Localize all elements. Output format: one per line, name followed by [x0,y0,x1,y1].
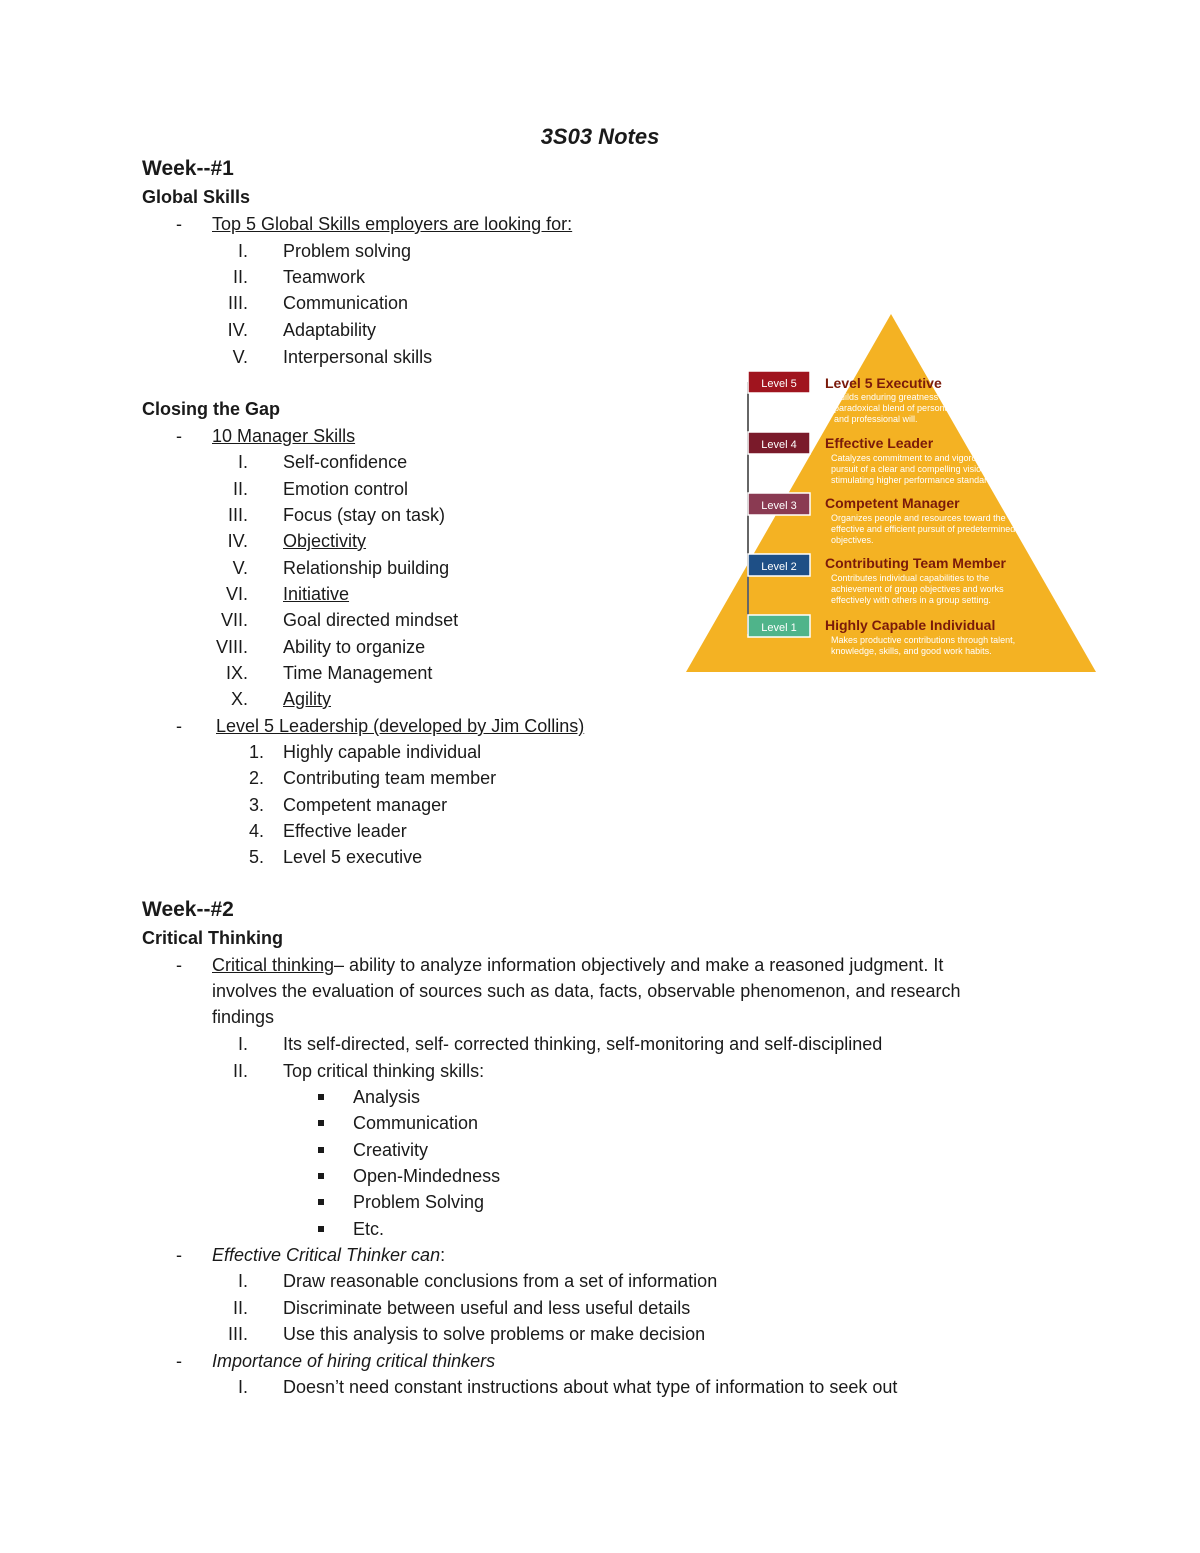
critical-thinking-heading: Critical Thinking [142,928,284,948]
list-number: II. [232,479,248,499]
list-number: VI. [225,584,248,604]
level-title: Contributing Team Member [825,555,1006,571]
list-number: 2. [248,768,264,788]
effective-thinker-intro [212,1244,445,1266]
list-item: Agility [283,689,332,709]
list-number: VII. [220,610,248,630]
list-number: IV. [227,320,248,340]
level-desc: effective and efficient pursuit of predetermined [831,524,1016,534]
level-badge-label: Level 5 [761,378,797,390]
level-desc: and professional will. [834,414,918,424]
list-number: II. [232,1061,248,1081]
week1-heading: Week--#1 [142,157,234,180]
closing-gap-heading: Closing the Gap [142,399,281,419]
list-number: III. [227,505,248,525]
list-item: Relationship building [283,558,450,578]
list-item: Ability to organize [283,637,426,657]
list-number: III. [227,293,248,313]
list-dash: - [176,1245,182,1265]
level-badge-label: Level 4 [761,439,797,451]
level-desc: Contributes individual capabilities to the [831,573,990,583]
list-item: Open-Mindedness [353,1166,501,1186]
list-item: Discriminate between useful and less useful details [283,1298,691,1318]
level-desc: pursuit of a clear and compelling vision, [831,464,989,474]
leadership-intro: Level 5 Leadership (developed by Jim Collins) [216,716,585,736]
list-item: Use this analysis to solve problems or make decision [283,1324,706,1344]
list-number: IX. [225,663,248,683]
level-badge-label: Level 3 [761,500,797,512]
effective-thinker-intro-text: Effective Critical Thinker can [212,1245,441,1265]
list-number: 4. [248,821,264,841]
level-badge-label: Level 1 [761,622,797,634]
bullet-square [318,1147,324,1153]
importance-intro: Importance of hiring critical thinkers [212,1351,496,1371]
list-item: Highly capable individual [283,742,482,762]
level-desc: paradoxical blend of personal humility [834,403,985,413]
global-skills-intro: Top 5 Global Skills employers are looking for: [212,214,573,234]
pyramid-level-5 [748,371,985,424]
bullet-square [318,1199,324,1205]
list-item: Level 5 executive [283,847,423,867]
level-desc: Organizes people and resources toward the [831,513,1006,523]
list-number: I. [237,241,248,261]
list-item: Draw reasonable conclusions from a set of information [283,1271,718,1291]
list-number: V. [232,558,248,578]
list-item: Adaptability [283,320,377,340]
list-item: Effective leader [283,821,407,841]
list-item: Problem Solving [353,1192,485,1212]
list-item: Time Management [283,663,433,683]
level-desc: objectives. [831,535,874,545]
list-item: Etc. [353,1219,385,1239]
list-item: Its self-directed, self- corrected thinking, self-monitoring and self-disciplined [283,1034,883,1054]
week2-heading: Week--#2 [142,898,234,921]
list-number: IV. [227,531,248,551]
list-item: Communication [353,1113,479,1133]
list-item: Contributing team member [283,768,497,788]
level-desc: stimulating higher performance standards. [831,475,1000,485]
list-number: II. [232,1298,248,1318]
list-number: 5. [248,847,264,867]
list-dash: - [176,955,182,975]
level-desc: Builds enduring greatness through a [834,392,979,402]
list-number: V. [232,347,248,367]
level-desc: Catalyzes commitment to and vigorous [831,453,987,463]
level-badge-label: Level 2 [761,561,797,573]
level-title: Effective Leader [825,435,934,451]
level-desc: knowledge, skills, and good work habits. [831,646,992,656]
level-desc: achievement of group objectives and works [831,584,1004,594]
global-skills-heading: Global Skills [142,187,251,207]
level5-pyramid-figure [684,312,1098,674]
list-number: II. [232,267,248,287]
list-number: X. [230,689,248,709]
effective-thinker-colon: : [440,1245,446,1265]
list-item: Analysis [353,1087,421,1107]
list-item: Doesn’t need constant instructions about what type of information to seek out [283,1377,898,1397]
bullet-square [318,1120,324,1126]
bullet-square [318,1173,324,1179]
level-desc: Makes productive contributions through talent, [831,635,1016,645]
critical-thinking-term: Critical thinking [212,955,335,975]
list-number: I. [237,1377,248,1397]
list-item: Teamwork [283,267,366,287]
list-item: Self-confidence [283,452,408,472]
list-dash: - [176,426,182,446]
list-number: VIII. [215,637,248,657]
list-item: Problem solving [283,241,412,261]
list-number: III. [227,1324,248,1344]
critical-thinking-definition [212,952,1042,1030]
list-dash: - [176,716,182,736]
list-item: Initiative [283,584,350,604]
list-item: Goal directed mindset [283,610,459,630]
list-item: Communication [283,293,409,313]
list-item: Competent manager [283,795,448,815]
bullet-square [318,1094,324,1100]
level-desc: effectively with others in a group setting. [831,595,991,605]
list-number: I. [237,1271,248,1291]
list-number: I. [237,1034,248,1054]
definition-line: – ability to analyze information objectively and make a reasoned judgment. It [334,955,944,975]
list-number: 3. [248,795,264,815]
level-title: Competent Manager [825,495,960,511]
definition-line: involves the evaluation of sources such as data, facts, observable phenomenon, and research [212,981,961,1001]
level-title: Highly Capable Individual [825,617,996,633]
definition-line: findings [212,1007,275,1027]
list-dash: - [176,1351,182,1371]
list-item: Interpersonal skills [283,347,433,367]
list-number: I. [237,452,248,472]
bullet-square [318,1226,324,1232]
list-item: Objectivity [283,531,367,551]
page-title: 3S03 Notes [540,124,660,149]
level-title: Level 5 Executive [825,375,942,391]
manager-skills-intro: 10 Manager Skills [212,426,356,446]
list-number: 1. [248,742,264,762]
list-dash: - [176,214,182,234]
list-item: Emotion control [283,479,409,499]
list-item: Focus (stay on task) [283,505,446,525]
list-item: Creativity [353,1140,429,1160]
list-item: Top critical thinking skills: [283,1061,485,1081]
